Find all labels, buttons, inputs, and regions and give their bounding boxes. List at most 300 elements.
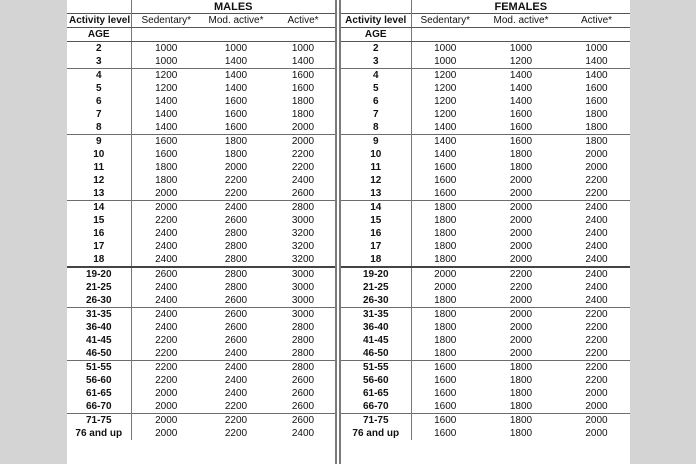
moderately-active-value: 1400 (479, 69, 563, 83)
table-row (67, 121, 335, 135)
active-value: 1800 (585, 121, 608, 133)
active-value: 2800 (291, 334, 315, 346)
sedentary-value: 1800 (434, 240, 457, 252)
sedentary-value: 1600 (434, 161, 457, 173)
sedentary-value: 1600 (434, 374, 457, 386)
moderately-active-value: 2400 (224, 387, 248, 399)
sedentary-value: 2000 (155, 187, 178, 199)
age-cell: 31-35 (341, 308, 411, 322)
age-cell: 56-60 (341, 374, 411, 387)
age-cell: 76 and up (341, 427, 411, 440)
moderately-active-value: 2200 (224, 400, 248, 412)
active-value: 2600 (291, 387, 315, 399)
table-row (341, 95, 630, 108)
females-section (335, 0, 630, 464)
age-header-blank (131, 28, 335, 42)
table-row (67, 69, 335, 83)
table-row (341, 227, 630, 240)
moderately-active-value: 2400 (201, 361, 271, 375)
moderately-active-value: 2600 (224, 321, 248, 333)
table-row (67, 240, 335, 253)
moderately-active-value: 2600 (224, 294, 248, 306)
age-cell: 9 (67, 135, 131, 149)
age-cell: 76 and up (67, 427, 131, 440)
sedentary-value: 2000 (131, 414, 201, 428)
age-cell: 10 (341, 148, 411, 161)
moderately-active-value: 2800 (224, 253, 248, 265)
sedentary-value: 2400 (155, 281, 178, 293)
moderately-active-value: 2800 (224, 227, 248, 239)
age-cell: 41-45 (67, 334, 131, 347)
moderately-active-value: 1400 (509, 95, 533, 107)
sedentary-value: 1600 (155, 148, 178, 160)
active-value: 2000 (585, 161, 608, 173)
age-cell: 19-20 (341, 267, 411, 281)
age-header-blank (411, 28, 630, 42)
empty-cell (341, 0, 411, 14)
table-row (341, 334, 630, 347)
table-row (67, 187, 335, 201)
active-value: 2600 (291, 187, 315, 199)
active-value: 3200 (291, 227, 315, 239)
age-cell: 5 (341, 82, 411, 95)
table-row (341, 400, 630, 414)
age-cell: 13 (341, 187, 411, 201)
sedentary-value: 1400 (411, 135, 479, 149)
sedentary-value: 1800 (155, 161, 178, 173)
females-age-header-row (341, 28, 630, 42)
table-row (67, 414, 335, 428)
active-value: 1800 (563, 135, 630, 149)
active-value: 2600 (291, 374, 315, 386)
table-row (67, 281, 335, 294)
active-value: 2200 (585, 374, 608, 386)
age-cell: 16 (67, 227, 131, 240)
active-value: 2600 (291, 400, 315, 412)
age-cell: 12 (341, 174, 411, 187)
table-row (341, 187, 630, 201)
age-cell: 9 (341, 135, 411, 149)
active-value: 1000 (585, 42, 608, 54)
moderately-active-value: 2400 (224, 374, 248, 386)
sedentary-value: 2000 (155, 427, 178, 439)
active-value: 2200 (563, 361, 630, 375)
active-value: 1600 (291, 82, 315, 94)
moderately-active-value: 2000 (509, 227, 533, 239)
moderately-active-value: 2200 (479, 267, 563, 281)
age-cell: 7 (341, 108, 411, 121)
table-row (341, 148, 630, 161)
sedentary-value: 1600 (434, 427, 457, 439)
moderately-active-value: 1600 (479, 135, 563, 149)
table-row (341, 427, 630, 440)
sedentary-value: 1000 (155, 42, 178, 54)
sedentary-value: 1400 (155, 95, 178, 107)
sedentary-value: 1200 (434, 95, 457, 107)
age-cell: 8 (341, 121, 411, 135)
active-value: 2800 (271, 361, 335, 375)
active-value: 2400 (291, 427, 315, 439)
moderately-active-value: 1400 (224, 82, 248, 94)
age-header: AGE (67, 28, 131, 42)
table-row (67, 161, 335, 174)
table-row (67, 294, 335, 308)
age-cell: 7 (67, 108, 131, 121)
moderately-active-value: 1200 (509, 55, 533, 67)
moderately-active-value: 2000 (509, 187, 533, 199)
age-cell: 14 (67, 201, 131, 215)
age-cell: 51-55 (67, 361, 131, 375)
age-cell: 8 (67, 121, 131, 135)
sedentary-value: 1400 (155, 108, 178, 120)
moderately-active-value: 2400 (201, 201, 271, 215)
moderately-active-value: 2000 (509, 334, 533, 346)
age-cell: 31-35 (67, 308, 131, 322)
moderately-active-value: 2600 (201, 308, 271, 322)
active-value: 2000 (585, 387, 608, 399)
table-row (341, 201, 630, 215)
table-row (67, 42, 335, 56)
sedentary-header: Sedentary* (411, 14, 479, 28)
age-cell: 16 (341, 227, 411, 240)
age-cell: 11 (341, 161, 411, 174)
females-table (341, 0, 630, 440)
sedentary-value: 1600 (411, 361, 479, 375)
moderately-active-value: 2200 (201, 414, 271, 428)
sedentary-value: 1800 (411, 201, 479, 215)
table-row (341, 108, 630, 121)
sedentary-value: 2400 (155, 294, 178, 306)
sedentary-value: 1200 (131, 69, 201, 83)
sedentary-value: 1600 (434, 387, 457, 399)
age-cell: 13 (67, 187, 131, 201)
age-cell: 10 (67, 148, 131, 161)
age-cell: 19-20 (67, 267, 131, 281)
sedentary-value: 1800 (434, 347, 457, 359)
age-cell: 11 (67, 161, 131, 174)
active-value: 3200 (291, 253, 315, 265)
table-row (341, 374, 630, 387)
active-value: 2400 (585, 214, 608, 226)
age-cell: 17 (341, 240, 411, 253)
table-row (341, 69, 630, 83)
table-row (67, 174, 335, 187)
moderately-active-value: 1800 (479, 414, 563, 428)
sedentary-value: 2200 (155, 347, 178, 359)
sedentary-value: 1800 (434, 294, 457, 306)
age-cell: 26-30 (341, 294, 411, 308)
males-activity-row (67, 14, 335, 28)
table-row (67, 95, 335, 108)
age-cell: 6 (67, 95, 131, 108)
table-row (341, 414, 630, 428)
sedentary-value: 1200 (155, 82, 178, 94)
age-cell: 26-30 (67, 294, 131, 308)
table-row (341, 55, 630, 69)
table-row (67, 387, 335, 400)
active-value: 2600 (271, 414, 335, 428)
active-value: 2400 (585, 294, 608, 306)
table-row (341, 253, 630, 267)
active-value: 1400 (563, 69, 630, 83)
age-cell: 41-45 (341, 334, 411, 347)
sedentary-value: 2200 (155, 374, 178, 386)
active-value: 3000 (291, 214, 315, 226)
sedentary-value: 2200 (155, 334, 178, 346)
sedentary-value: 1800 (411, 308, 479, 322)
table-row (67, 361, 335, 375)
age-header: AGE (341, 28, 411, 42)
active-value: 2400 (291, 174, 315, 186)
age-cell: 21-25 (67, 281, 131, 294)
age-cell: 71-75 (341, 414, 411, 428)
moderately-active-value: 2600 (224, 334, 248, 346)
moderately-active-value: 1600 (224, 95, 248, 107)
moderately-active-value: 1400 (509, 82, 533, 94)
males-title-row (67, 0, 335, 14)
moderately-active-value: 2000 (509, 253, 533, 265)
moderately-active-value: 2200 (224, 187, 248, 199)
active-value: 2000 (585, 400, 608, 412)
moderately-active-value: 2800 (224, 240, 248, 252)
active-value: 2200 (585, 321, 608, 333)
table-row (341, 387, 630, 400)
sedentary-value: 1600 (434, 174, 457, 186)
moderately-active-value: 1400 (224, 55, 248, 67)
moderately-active-value: 1800 (509, 400, 533, 412)
age-cell: 21-25 (341, 281, 411, 294)
table-row (67, 253, 335, 267)
active-value: 1600 (585, 82, 608, 94)
moderately-active-value: 1000 (509, 42, 533, 54)
males-title: MALES (214, 0, 253, 13)
sedentary-value: 1800 (434, 214, 457, 226)
age-cell: 2 (341, 42, 411, 56)
active-value: 1800 (585, 108, 608, 120)
active-value: 3200 (291, 240, 315, 252)
age-cell: 36-40 (341, 321, 411, 334)
active-value: 2400 (585, 240, 608, 252)
moderately-active-value: 1800 (201, 135, 271, 149)
table-row (67, 400, 335, 414)
table-row (67, 427, 335, 440)
sedentary-value: 1000 (434, 42, 457, 54)
table-row (67, 321, 335, 334)
moderately-active-value: 1800 (509, 427, 533, 439)
sedentary-value: 2000 (155, 387, 178, 399)
sedentary-value: 1000 (434, 55, 457, 67)
sedentary-value: 2000 (434, 281, 457, 293)
sedentary-value: 1600 (411, 414, 479, 428)
age-cell: 66-70 (341, 400, 411, 414)
active-value: 2000 (585, 148, 608, 160)
moderately-active-value: 2400 (224, 347, 248, 359)
activity-level-label: Activity level (69, 14, 131, 26)
moderately-active-value: 1600 (509, 108, 533, 120)
activity-level-label: Activity level (341, 14, 411, 28)
active-value: 1800 (291, 95, 315, 107)
sedentary-value: 2600 (131, 267, 201, 281)
active-value: 1400 (291, 55, 315, 67)
moderately-active-value: 1800 (509, 148, 533, 160)
table-row (341, 347, 630, 361)
age-cell: 66-70 (67, 400, 131, 414)
sedentary-value: 1800 (434, 253, 457, 265)
active-value: 2200 (291, 161, 315, 173)
active-value: 2400 (563, 201, 630, 215)
sedentary-value: 1600 (131, 135, 201, 149)
table-row (67, 82, 335, 95)
sedentary-value: 1200 (434, 108, 457, 120)
active-value: 2400 (563, 267, 630, 281)
age-cell: 46-50 (67, 347, 131, 361)
moderately-active-value: 2000 (509, 294, 533, 306)
active-value: 3000 (291, 294, 315, 306)
moderately-active-value: 2600 (224, 214, 248, 226)
moderately-active-value: 2800 (224, 281, 248, 293)
age-cell: 3 (341, 55, 411, 69)
age-cell: 17 (67, 240, 131, 253)
sedentary-value: 1600 (434, 187, 457, 199)
active-value: 3000 (271, 308, 335, 322)
age-cell: 71-75 (67, 414, 131, 428)
table-row (67, 201, 335, 215)
moderately-active-value: 1800 (479, 361, 563, 375)
moderately-active-value: 2000 (509, 214, 533, 226)
moderately-active-value: 1400 (201, 69, 271, 83)
females-title: FEMALES (494, 0, 548, 13)
sedentary-value: 1800 (434, 227, 457, 239)
table-row (67, 214, 335, 227)
active-value: 2000 (585, 427, 608, 439)
age-cell: 12 (67, 174, 131, 187)
active-value: 2200 (563, 308, 630, 322)
age-cell: 18 (67, 253, 131, 267)
age-cell: 36-40 (67, 321, 131, 334)
active-value: 1000 (291, 42, 315, 54)
table-row (67, 334, 335, 347)
table-row (341, 82, 630, 95)
moderately-active-value: 2000 (479, 201, 563, 215)
females-title-row (341, 0, 630, 14)
table-row (67, 227, 335, 240)
moderately-active-header: Mod. active* (201, 14, 271, 28)
moderately-active-value: 1000 (224, 42, 248, 54)
sedentary-value: 2400 (131, 308, 201, 322)
table-row (67, 148, 335, 161)
sedentary-value: 2200 (155, 214, 178, 226)
active-value: 3000 (291, 281, 315, 293)
table-row (341, 267, 630, 281)
active-value: 3000 (271, 267, 335, 281)
sedentary-value: 1000 (155, 55, 178, 67)
table-row (67, 55, 335, 69)
sedentary-value: 2000 (411, 267, 479, 281)
sedentary-value: 1200 (434, 82, 457, 94)
moderately-active-value: 2000 (509, 347, 533, 359)
sedentary-value: 2400 (155, 321, 178, 333)
age-cell: 2 (67, 42, 131, 56)
sedentary-value: 2400 (155, 227, 178, 239)
age-cell: 46-50 (341, 347, 411, 361)
moderately-active-value: 2000 (224, 161, 248, 173)
active-value: 1800 (291, 108, 315, 120)
moderately-active-value: 2200 (224, 174, 248, 186)
sedentary-value: 1400 (434, 121, 457, 133)
moderately-active-value: 2200 (224, 427, 248, 439)
table-row (341, 161, 630, 174)
age-cell: 51-55 (341, 361, 411, 375)
table-row (341, 135, 630, 149)
age-cell: 56-60 (67, 374, 131, 387)
sedentary-value: 2000 (155, 400, 178, 412)
table-row (341, 174, 630, 187)
table-row (67, 308, 335, 322)
females-activity-row (341, 14, 630, 28)
active-value: 2000 (291, 121, 315, 133)
age-cell: 6 (341, 95, 411, 108)
table-row (67, 108, 335, 121)
age-cell: 4 (67, 69, 131, 83)
active-value: 2400 (585, 281, 608, 293)
sedentary-value: 2200 (131, 361, 201, 375)
active-value: 2400 (585, 253, 608, 265)
moderately-active-value: 2000 (509, 174, 533, 186)
moderately-active-value: 1600 (224, 108, 248, 120)
active-header: Active* (563, 14, 630, 28)
moderately-active-value: 1800 (509, 387, 533, 399)
males-section (67, 0, 335, 464)
active-value: 2200 (585, 347, 608, 359)
sedentary-value: 1200 (411, 69, 479, 83)
active-value: 2800 (271, 201, 335, 215)
moderately-active-value: 1800 (224, 148, 248, 160)
active-value: 2200 (291, 148, 315, 160)
sedentary-value: 1800 (434, 321, 457, 333)
table-row (341, 214, 630, 227)
active-value: 2200 (585, 187, 608, 199)
sedentary-value: 2000 (131, 201, 201, 215)
age-cell: 14 (341, 201, 411, 215)
moderately-active-value: 2800 (201, 267, 271, 281)
active-value: 1600 (271, 69, 335, 83)
table-row (341, 240, 630, 253)
active-value: 2400 (585, 227, 608, 239)
active-value: 2200 (585, 334, 608, 346)
moderately-active-value: 1600 (224, 121, 248, 133)
active-header: Active* (271, 14, 335, 28)
age-cell: 61-65 (341, 387, 411, 400)
sedentary-value: 1800 (155, 174, 178, 186)
empty-cell (67, 0, 131, 14)
active-value: 1400 (585, 55, 608, 67)
moderately-active-value: 2200 (509, 281, 533, 293)
table-row (341, 121, 630, 135)
moderately-active-value: 2000 (509, 240, 533, 252)
table-row (67, 347, 335, 361)
males-age-header-row (67, 28, 335, 42)
table-row (341, 42, 630, 56)
age-cell: 5 (67, 82, 131, 95)
age-cell: 61-65 (67, 387, 131, 400)
table-row (341, 321, 630, 334)
active-value: 2000 (271, 135, 335, 149)
sedentary-value: 1800 (434, 334, 457, 346)
males-table (67, 0, 335, 440)
table-row (341, 361, 630, 375)
table-row (341, 294, 630, 308)
sedentary-header: Sedentary* (131, 14, 201, 28)
